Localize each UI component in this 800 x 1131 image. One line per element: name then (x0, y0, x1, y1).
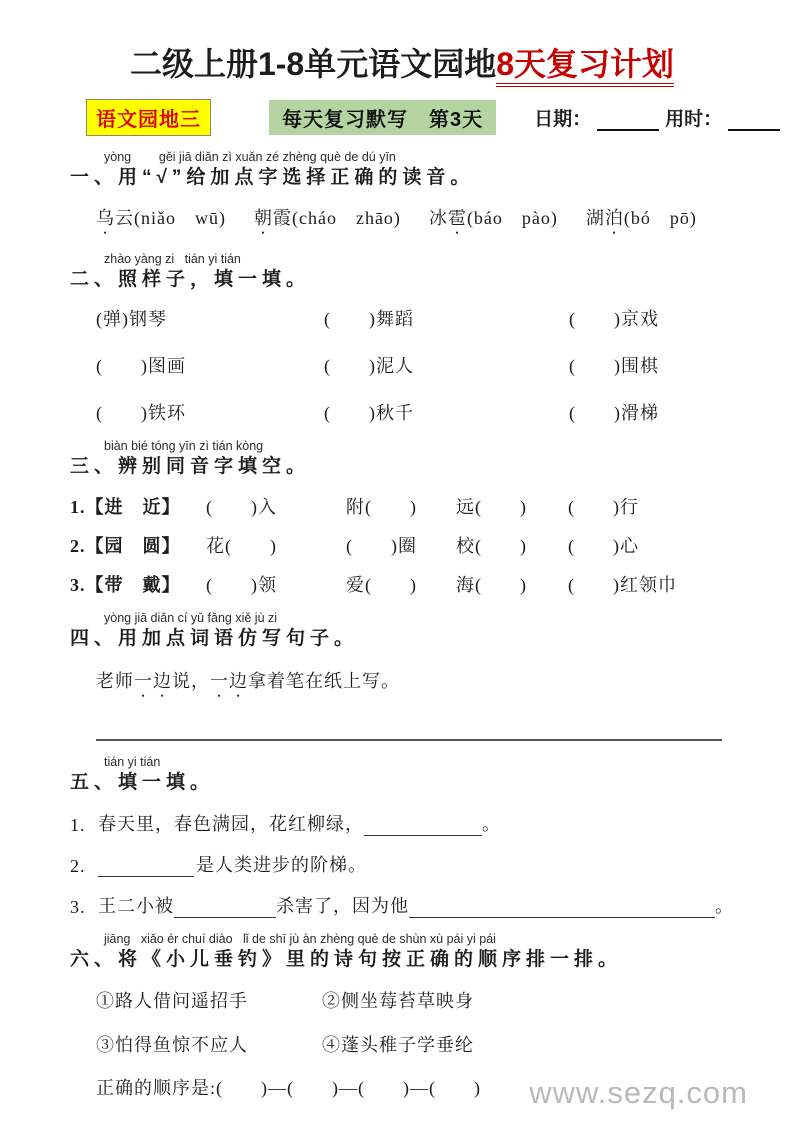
writing-line (96, 739, 722, 741)
schedule-badge: 每天复习默写 第3天 (269, 100, 496, 135)
q3-cell: ( )入 (206, 496, 277, 517)
q2-cell: ( )京戏 (569, 309, 659, 330)
q2-cell: (弹)钢琴 (96, 309, 167, 330)
q2-cell: ( )秋千 (324, 403, 414, 424)
order-answer-line: 正确的顺序是:( )—( )—( )—( ) (96, 1077, 481, 1098)
q2-cell: ( )滑梯 (569, 403, 659, 424)
q3-cell: ( )圈 (346, 535, 417, 556)
dotted-char: 朝 (253, 207, 273, 228)
dotted-word: 一边 (210, 670, 248, 691)
question-2 (70, 252, 734, 426)
fill-blank (409, 899, 715, 918)
question-5-pinyin: tián yi tián (104, 754, 161, 769)
q3-word-pair: 2.【园 圆】 (70, 535, 181, 556)
q3-cell: 海( ) (456, 574, 527, 595)
question-5 (70, 755, 734, 919)
q5-item: 2. 是人类进步的阶梯。 (70, 855, 367, 877)
q1-item: 冰雹(báo pào) (428, 207, 558, 228)
question-6-pinyin: jiāng xiǎo ér chuí diào lǐ de shī jù àn zhèng què de shùn xù pái yi pái (104, 932, 496, 947)
question-1-heading: 一、用“√”给加点字选择正确的读音。 (70, 167, 475, 188)
q3-cell: ( )心 (568, 535, 639, 556)
q2-cell: ( )图画 (96, 356, 186, 377)
q5-item: 1. 春天里，春色满园，花红柳绿， 。 (70, 814, 501, 836)
question-1 (70, 150, 734, 238)
q1-item: 乌云(niǎo wū) (96, 207, 226, 228)
q3-row (70, 571, 734, 597)
dotted-char: 乌 (96, 207, 115, 228)
question-3 (70, 439, 734, 597)
question-4-pinyin: yòng jiā diǎn cí yǔ fǎng xiě jù zi (104, 610, 278, 625)
page-title (70, 44, 734, 84)
question-6-heading: 六、将《小儿垂钓》里的诗句按正确的顺序排一排。 (70, 949, 623, 971)
q3-cell: 爱( ) (346, 574, 417, 595)
question-5-heading: 五、填一填。 (70, 771, 215, 793)
q3-cell: ( )领 (206, 574, 277, 595)
dotted-char: 雹 (447, 207, 467, 228)
item-number: 1. (70, 815, 86, 836)
date-blank (597, 111, 659, 131)
poem-option: ④蓬头稚子学垂纶 (322, 1034, 474, 1055)
fill-blank (364, 817, 482, 836)
q3-row (70, 493, 734, 519)
q2-cell: ( )泥人 (324, 356, 414, 377)
q2-cell: ( )铁环 (96, 403, 186, 424)
poem-options (96, 987, 734, 1057)
q3-cell: ( )行 (568, 496, 639, 517)
q3-cell: ( )红领巾 (568, 574, 677, 595)
q2-cell: ( )围棋 (569, 356, 659, 377)
question-1-pinyin: yòng gěi jiā diǎn zì xuǎn zé zhèng què de dú yīn (104, 150, 396, 164)
q3-row (70, 532, 734, 558)
q1-item: 朝霞(cháo zhāo) (253, 207, 401, 228)
q3-word-pair: 3.【带 戴】 (70, 574, 181, 595)
unit-badge: 语文园地三 (86, 99, 211, 136)
time-label: 用时： (665, 109, 723, 130)
q5-item: 3. 王二小被 杀害了，因为他 。 (70, 896, 734, 918)
time-blank (728, 111, 780, 131)
page-title-red: 8天复习计划 (496, 46, 674, 87)
dotted-word: 一边 (134, 670, 172, 691)
question-2-heading: 二、照样子，填一填。 (70, 268, 311, 290)
header-row (86, 99, 734, 136)
question-2-pinyin: zhào yàng zi tián yi tián (104, 251, 241, 266)
site-watermark: www.sezq.com (529, 1075, 748, 1110)
question-1-items (96, 204, 734, 238)
q1-item: 湖泊(bó pō) (585, 207, 697, 228)
q3-cell: 花( ) (206, 535, 277, 556)
dotted-char: 泊 (604, 207, 624, 228)
poem-option: ③怕得鱼惊不应人 (96, 1034, 248, 1055)
date-label: 日期： (534, 109, 592, 130)
question-3-pinyin: biàn bié tóng yīn zì tián kòng (104, 439, 264, 454)
example-sentence: 老师一边说，一边拿着笔在纸上写。 (96, 670, 400, 691)
fill-blank (98, 858, 194, 877)
question-2-grid (96, 305, 734, 425)
fill-blank (174, 899, 276, 918)
date-time-fields (534, 104, 786, 131)
question-4-heading: 四、用加点词语仿写句子。 (70, 627, 359, 649)
question-4 (70, 611, 734, 741)
q3-cell: 校( ) (456, 535, 527, 556)
q3-cell: 附( ) (346, 496, 417, 517)
q3-cell: 远( ) (456, 496, 527, 517)
q3-word-pair: 1.【进 近】 (70, 496, 181, 517)
item-number: 2. (70, 856, 86, 877)
q2-cell: ( )舞蹈 (324, 309, 414, 330)
page-title-black: 二级上册1-8单元语文园地 (129, 46, 497, 82)
poem-option: ①路人借问遥招手 (96, 990, 248, 1011)
item-number: 3. (70, 897, 86, 918)
question-3-heading: 三、辨别同音字填空。 (70, 456, 311, 478)
poem-option: ②侧坐莓苔草映身 (322, 990, 474, 1011)
